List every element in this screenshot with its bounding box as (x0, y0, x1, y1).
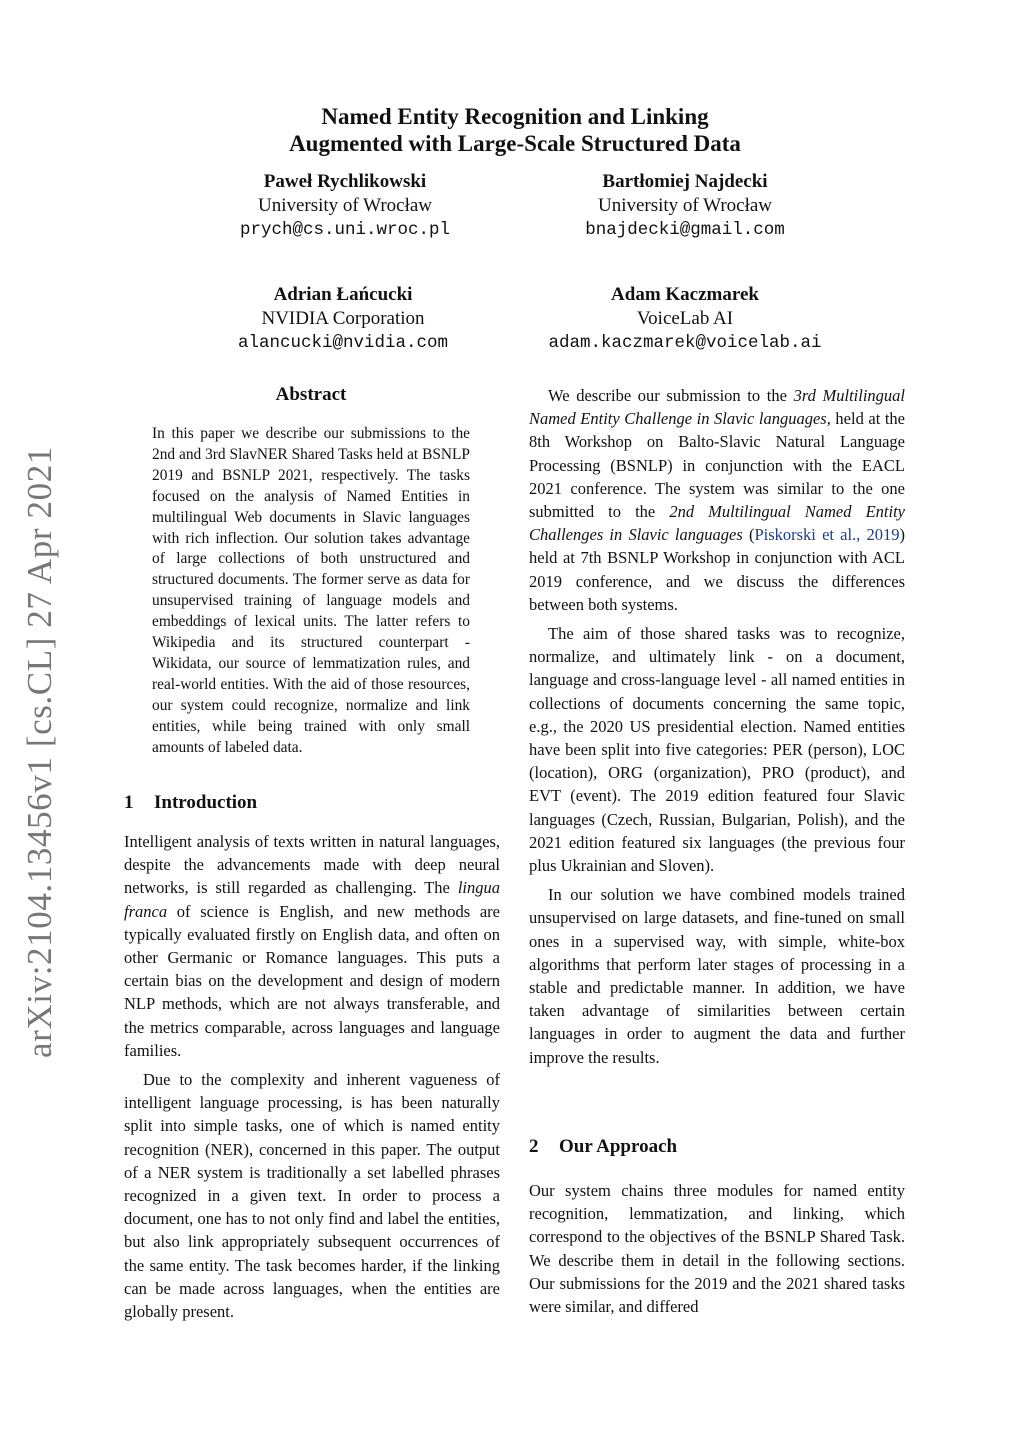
text-run: ) held at 7th BSNLP Workshop in conjunction with ACL 2019 conference, and we discuss the differences between both systems. (529, 525, 905, 614)
approach-body (529, 1179, 905, 1324)
author-affiliation: University of Wrocław (257, 195, 433, 216)
intro-paragraph-3 (529, 384, 905, 616)
author-name: Adrian Łańcucki (273, 284, 413, 305)
author-email: bnajdecki@gmail.com (585, 220, 785, 240)
text-run: Intelligent analysis of texts written in natural languages, despite the advancements made with deep neural networks, is still regarded as challenging. The (124, 832, 500, 898)
section-title: Introduction (154, 792, 258, 813)
arxiv-identifier: arXiv:2104.13456v1 [cs.CL] 27 Apr 2021 (20, 446, 59, 1058)
title-line-2: Augmented with Large-Scale Structured Data (289, 131, 741, 156)
text-run: ( (742, 525, 755, 545)
author-affiliation: NVIDIA Corporation (261, 308, 425, 329)
emphasis-text: lingua franca (124, 878, 500, 921)
left-column-body (124, 830, 500, 1329)
emphasis-text: 3rd Multilingual Named Entity Challenge in Slavic languages (529, 386, 905, 429)
section-heading-our-approach (529, 1136, 677, 1158)
text-run: , held at the 8th Workshop on Balto-Slavic Natural Language Processing (BSNLP) in conjunction with the EACL 2021 conference. The system was similar to the one submitted to the (529, 409, 905, 522)
author-name: Adam Kaczmarek (611, 284, 759, 305)
intro-paragraph-1 (124, 830, 500, 1062)
emphasis-text: 2nd Multilingual Named Entity Challenges in Slavic languages (529, 502, 906, 545)
right-column-body (529, 384, 905, 1075)
text-run: We describe our submission to the (548, 386, 794, 405)
paper-title (124, 103, 906, 157)
title-line-1: Named Entity Recognition and Linking (321, 104, 709, 129)
section-heading-introduction (124, 792, 257, 814)
intro-paragraph-2: Due to the complexity and inherent vagueness of intelligent language processing, is has been naturally split into simple tasks, one of which is named entity recognition (NER), concerned in this paper. The output of a NER system is traditionally a set labelled phrases recognized in a given text. In order to process a document, one has to not only find and label the entities, but also link appropriately subsequent occurrences of the same entity. The task becomes harder, if the linking can be made across languages, when the entities are globally present. (124, 1070, 500, 1322)
section-number: 2 (529, 1136, 539, 1157)
author-affiliation: VoiceLab AI (636, 308, 734, 329)
intro-paragraph-4: The aim of those shared tasks was to recognize, normalize, and ultimately link - on a document, language and cross-language level - all named entities in collections of documents concerning the same topic, e.g., the 2020 US presidential election. Named entities have been split into five categories: PER (person), LOC (location), ORG (organization), PRO (product), and EVT (event). The 2019 edition featured four Slavic languages (Czech, Russian, Bulgarian, Polish), and the 2021 edition featured six languages (the previous four plus Ukrainian and Sloven). (529, 624, 905, 876)
section-title: Our Approach (559, 1136, 678, 1157)
author-name: Paweł Rychlikowski (263, 171, 427, 192)
intro-paragraph-5: In our solution we have combined models trained unsupervised on large datasets, and fine-tuned on small ones in a supervised way, with simple, white-box algorithms that perform later stages of processing in a stable and predictable manner. In addition, we have taken advantage of similarities between certain languages in order to augment the data and further improve the results. (529, 885, 905, 1067)
author-affiliation: University of Wrocław (597, 195, 773, 216)
abstract-heading: Abstract (275, 384, 347, 405)
citation-link[interactable]: Piskorski et al., 2019 (754, 525, 900, 545)
abstract-text: In this paper we describe our submissions to the 2nd and 3rd SlavNER Shared Tasks held at BSNLP 2019 and BSNLP 2021, respectively. The tasks focused on the analysis of Named Entities in multilingual Web documents in Slavic languages with rich inflection. Our solution takes advantage of large collections of both unstructured and structured documents. The former serve as data for unsupervised training of language models and embeddings of lexical units. The latter refers to Wikipedia and its structured counterpart - Wikidata, our source of lemmatization rules, and real-world entities. With the aid of those resources, our system could recognize, normalize and link entities, while being trained with only small amounts of labeled data. (152, 425, 470, 756)
author-email: prych@cs.uni.wroc.pl (239, 220, 451, 240)
approach-paragraph-1: Our system chains three modules for named entity recognition, lemmatization, and linking, which correspond to the objectives of the BSNLP Shared Task. We describe them in detail in the following sections. Our submissions for the 2019 and the 2021 shared tasks were similar, and differed (529, 1181, 905, 1317)
section-number: 1 (124, 792, 134, 813)
author-email: adam.kaczmarek@voicelab.ai (548, 333, 822, 353)
author-name: Bartłomiej Najdecki (602, 171, 768, 192)
author-block-4 (485, 283, 885, 355)
author-email: alancucki@nvidia.com (237, 333, 449, 353)
author-block-3 (143, 283, 543, 355)
author-block-2 (485, 170, 885, 242)
text-run: of science is English, and new methods are typically evaluated firstly on English data, and often on other Germanic or Romance languages. This puts a certain bias on the development and design of modern NLP methods, which are not always transferable, and the metrics comparable, across languages and language families. (124, 901, 500, 1060)
